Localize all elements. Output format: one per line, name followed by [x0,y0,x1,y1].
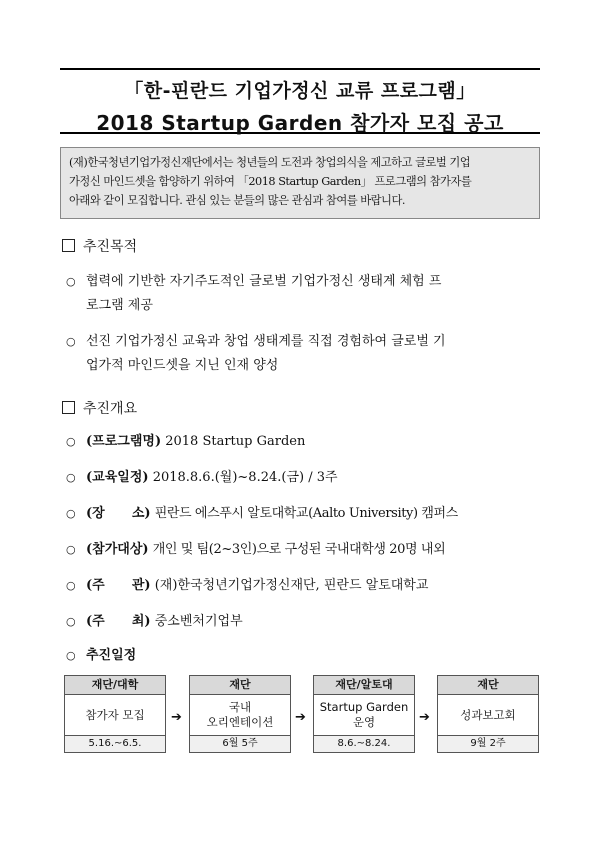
list-item-continuation: 업가적 마인드셋을 지닌 인재 양성 [86,358,279,373]
checkbox-square-icon [62,401,75,414]
circle-bullet-icon: ○ [66,649,76,662]
list-item: ○ 협력에 기반한 자기주도적인 글로벌 기업가정신 생태계 체험 프 [66,270,542,294]
title-line-2: 2018 Startup Garden 참가자 모집 공고 [96,111,504,135]
list-item: ○ 선진 기업가정신 교육과 창업 생태계를 직접 경험하여 글로벌 기 [66,330,542,354]
circle-bullet-icon: ○ [66,507,76,520]
flow-step-orientation: 재단 국내 오리엔테이션 6월 5주 [189,675,291,753]
flow-step-operation: 재단/알토대 Startup Garden 운영 8.6.~8.24. [313,675,415,753]
section-overview-heading [62,398,137,418]
circle-bullet-icon: ○ [66,435,76,448]
circle-bullet-icon: ○ [66,579,76,592]
overview-item-schedule: ○ (교육일정) 2018.8.6.(월)~8.24.(금) / 3주 [66,466,542,490]
arrow-right-icon: ➔ [419,710,430,725]
flow-step-recruit: 재단/대학 참가자 모집 5.16.~6.5. [64,675,166,753]
overview-item-program: ○ (프로그램명) 2018 Startup Garden [66,430,542,454]
intro-box [60,147,540,219]
arrow-right-icon: ➔ [295,710,306,725]
circle-bullet-icon: ○ [66,471,76,484]
overview-item-host: ○ (주 최) 중소벤처기업부 [66,610,542,634]
list-item-continuation: 로그램 제공 [86,298,153,313]
section-purpose-heading [62,236,137,256]
overview-item-location: ○ (장 소) 핀란드 에스푸시 알토대학교(Aalto University) 캠퍼스 [66,502,542,526]
section-heading-text: 추진목적 [83,239,138,255]
intro-line-1: (재)한국청년기업가정신재단에서는 청년들의 도전과 창업의식을 제고하고 글로벌 기업 [69,156,471,169]
intro-line-2: 가정신 마인드셋을 함양하기 위하여 「2018 Startup Garden」 프로그램의 참가자를 [69,175,472,188]
overview-item-target: ○ (참가대상) 개인 및 팀(2~3인)으로 구성된 국내대학생 20명 내외 [66,538,542,562]
intro-line-3: 아래와 같이 모집합니다. 관심 있는 분들의 많은 관심과 참여를 바랍니다. [69,194,405,207]
title-line-1: 「한-핀란드 기업가정신 교류 프로그램」 [124,80,476,102]
overview-item-timeline: ○ 추진일정 [66,644,542,668]
circle-bullet-icon: ○ [66,335,76,348]
circle-bullet-icon: ○ [66,543,76,556]
flow-step-report: 재단 성과보고회 9월 2주 [437,675,539,753]
arrow-right-icon: ➔ [171,710,182,725]
checkbox-square-icon [62,239,75,252]
overview-item-organizer: ○ (주 관) (재)한국청년기업가정신재단, 핀란드 알토대학교 [66,574,542,598]
circle-bullet-icon: ○ [66,275,76,288]
section-heading-text: 추진개요 [83,401,138,417]
circle-bullet-icon: ○ [66,615,76,628]
title-box [60,68,540,134]
